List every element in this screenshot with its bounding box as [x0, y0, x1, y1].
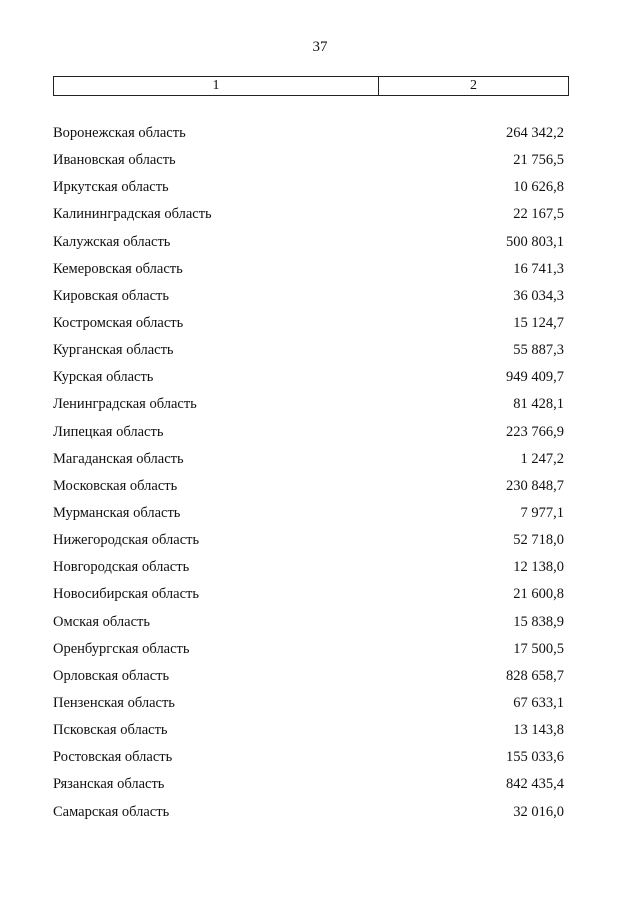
- table-row: [53, 663, 564, 690]
- region-name: Орловская область: [53, 667, 170, 684]
- region-amount: 842 435,4: [506, 776, 564, 793]
- region-table-body: [53, 120, 564, 826]
- table-row: [53, 391, 564, 418]
- table-row: [53, 609, 564, 636]
- region-amount: 949 409,7: [506, 369, 564, 386]
- table-row: [53, 364, 564, 391]
- table-row: [53, 229, 564, 256]
- table-row: [53, 799, 564, 826]
- region-amount: 7 977,1: [520, 505, 564, 522]
- region-amount: 230 848,7: [506, 477, 564, 494]
- table-row: [53, 581, 564, 608]
- region-name: Ленинградская область: [53, 396, 197, 413]
- region-name: Омская область: [53, 613, 150, 630]
- region-amount: 264 342,2: [506, 125, 564, 142]
- region-name: Костромская область: [53, 315, 184, 332]
- region-name: Новосибирская область: [53, 586, 199, 603]
- region-name: Оренбургская область: [53, 640, 190, 657]
- table-row: [53, 636, 564, 663]
- page-number: 37: [312, 39, 328, 55]
- table-row: [53, 419, 564, 446]
- table-row: [53, 554, 564, 581]
- table-row: [53, 310, 564, 337]
- table-row: [53, 256, 564, 283]
- table-row: [53, 527, 564, 554]
- region-name: Курская область: [53, 369, 154, 386]
- region-amount: 21 600,8: [513, 586, 564, 603]
- region-name: Липецкая область: [53, 423, 164, 440]
- region-name: Псковская область: [53, 722, 168, 739]
- region-name: Ивановская область: [53, 152, 176, 169]
- region-amount: 10 626,8: [513, 179, 564, 196]
- region-name: Мурманская область: [53, 505, 181, 522]
- column-header-table: [53, 76, 569, 96]
- region-amount: 22 167,5: [513, 206, 564, 223]
- region-name: Рязанская область: [53, 776, 165, 793]
- region-amount: 16 741,3: [513, 260, 564, 277]
- table-row: [53, 120, 564, 147]
- table-row: [53, 337, 564, 364]
- region-amount: 36 034,3: [513, 287, 564, 304]
- region-name: Курганская область: [53, 342, 174, 359]
- region-name: Калининградская область: [53, 206, 212, 223]
- region-name: Пензенская область: [53, 695, 175, 712]
- region-name: Кировская область: [53, 287, 170, 304]
- table-row: [53, 744, 564, 771]
- table-row: [53, 201, 564, 228]
- region-amount: 81 428,1: [513, 396, 564, 413]
- region-amount: 67 633,1: [513, 695, 564, 712]
- region-name: Калужская область: [53, 233, 171, 250]
- region-amount: 13 143,8: [513, 722, 564, 739]
- table-row: [53, 500, 564, 527]
- region-amount: 15 124,7: [513, 315, 564, 332]
- region-amount: 15 838,9: [513, 613, 564, 630]
- region-amount: 1 247,2: [520, 450, 564, 467]
- region-name: Воронежская область: [53, 125, 186, 142]
- region-name: Московская область: [53, 477, 178, 494]
- table-row: [53, 283, 564, 310]
- region-amount: 223 766,9: [506, 423, 564, 440]
- region-name: Магаданская область: [53, 450, 184, 467]
- region-name: Новгородская область: [53, 559, 190, 576]
- region-amount: 52 718,0: [513, 532, 564, 549]
- region-amount: 21 756,5: [513, 152, 564, 169]
- region-amount: 17 500,5: [513, 640, 564, 657]
- table-row: [53, 717, 564, 744]
- region-name: Нижегородская область: [53, 532, 200, 549]
- region-name: Ростовская область: [53, 749, 173, 766]
- table-row: [53, 174, 564, 201]
- region-amount: 500 803,1: [506, 233, 564, 250]
- region-amount: 828 658,7: [506, 667, 564, 684]
- region-amount: 12 138,0: [513, 559, 564, 576]
- table-row: [53, 771, 564, 798]
- table-row: [53, 446, 564, 473]
- table-row: [53, 147, 564, 174]
- column-header-2: 2: [470, 78, 477, 93]
- region-name: Кемеровская область: [53, 260, 183, 277]
- table-row: [53, 690, 564, 717]
- region-amount: 32 016,0: [513, 803, 564, 820]
- column-header-1: 1: [54, 77, 379, 95]
- region-amount: 155 033,6: [506, 749, 564, 766]
- region-name: Иркутская область: [53, 179, 169, 196]
- region-amount: 55 887,3: [513, 342, 564, 359]
- region-name: Самарская область: [53, 803, 170, 820]
- table-row: [53, 473, 564, 500]
